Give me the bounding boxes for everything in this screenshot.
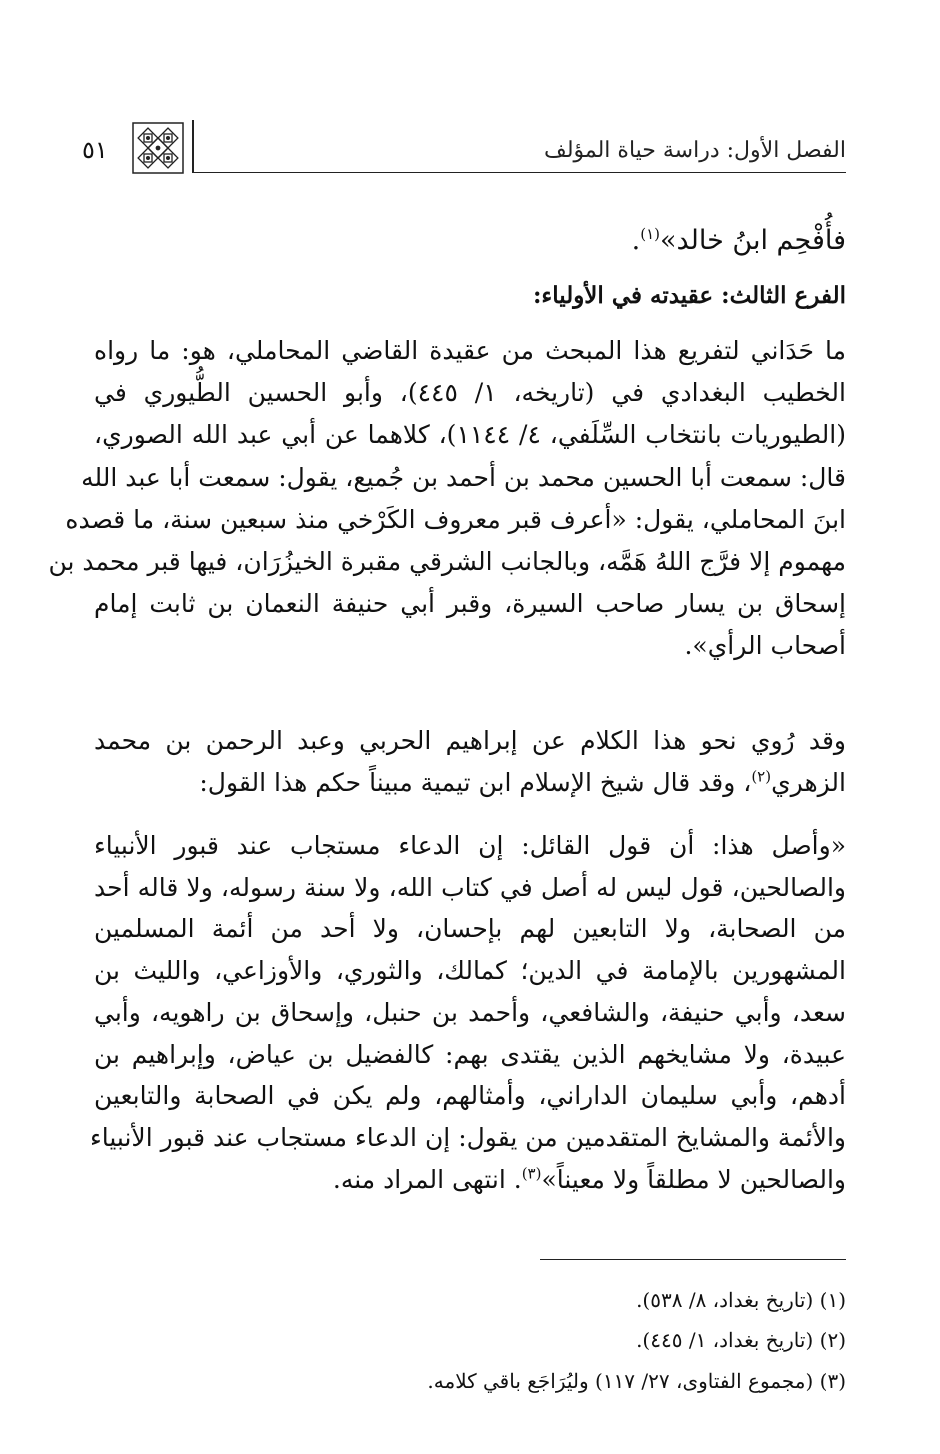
page-number: ٥١ (82, 136, 108, 164)
quote-line: سعد، وأبي حنيفة، والشافعي، وأحمد بن حنبل، وإسحاق بن راهويه، وأبي (94, 997, 846, 1027)
header-rule (192, 172, 846, 173)
quote-line: عبيدة، ولا مشايخهم الذين يقتدى بهم: كالفضيل بن عياض، وإبراهيم بن (94, 1039, 846, 1069)
para2-line: وقد رُوي نحو هذا الكلام عن إبراهيم الحربي وعبد الرحمن بن محمد (94, 726, 846, 755)
para1-line: ما حَدَاني لتفريع هذا المبحث من عقيدة القاضي المحاملي، هو: ما رواه (94, 336, 846, 365)
footnote-ref-2: (٢) (751, 767, 772, 786)
chapter-title: الفصل الأول: دراسة حياة المؤلف (544, 138, 846, 163)
closing-line-end: . (631, 225, 641, 256)
para2-line-end: ، وقد قال شيخ الإسلام ابن تيمية مبيناً حكم هذا القول: (199, 768, 752, 797)
quote-line: المشهورين بالإمامة في الدين؛ كمالك، والثوري، والأوزاعي، والليث بن (94, 956, 846, 986)
footnote-ref-1: (١) (640, 225, 660, 243)
running-header (70, 112, 846, 174)
para1-line: (الطيوريات بانتخاب السِّلَفي، ٤/ ١١٤٤)، كلاهما عن أبي عبد الله الصوري، (94, 420, 846, 450)
closing-line-text: فأُفْحِم ابنُ خالد» (659, 225, 846, 256)
quote-line: من الصحابة، ولا التابعين لهم بإحسان، ولا أحد من أئمة المسلمين (94, 914, 846, 944)
para1-line: ابنَ المحاملي، يقول: «أعرف قبر معروف الكَرْخي منذ سبعين سنة، ما قصده (65, 504, 846, 534)
para1-line: مهموم إلا فرَّج اللهُ هَمَّه، وبالجانب الشرقي مقبرة الخيزُرَان، فيها قبر محمد بن (48, 547, 846, 576)
para2-line (94, 763, 846, 803)
para1-line: الخطيب البغدادي في (تاريخه، ١/ ٤٤٥)، وأبو الحسين الطُّيوري في (94, 378, 846, 408)
para1-line: إسحاق بن يسار صاحب السيرة، وقبر أبي حنيفة النعمان بن ثابت إمام (94, 589, 846, 619)
quote-line: أدهم، وأبي سليمان الداراني، وأمثالهم، ولم يكن في الصحابة والتابعين (94, 1081, 846, 1111)
section-heading: الفرع الثالث: عقيدته في الأولياء: (532, 282, 846, 309)
para1-line: قال: سمعت أبا الحسين محمد بن أحمد بن جُميع، يقول: سمعت أبا عبد الله (81, 462, 846, 492)
footnote-3: (٣) (مجموع الفتاوى، ٢٧/ ١١٧) وليُرَاجَع باقي كلامه. (427, 1369, 846, 1393)
quote-line-text: والأئمة والمشايخ المتقدمين من يقول: إن الدعاء مستجاب عند قبور الأنبياء (90, 1122, 846, 1152)
footnote-1: (١) (تاريخ بغداد، ٨/ ٥٣٨). (636, 1288, 846, 1312)
footnote-ref-3: (٣) (521, 1164, 542, 1183)
quote-last-line (94, 1160, 846, 1200)
header-divider (192, 120, 194, 172)
quote-line: «وأصل هذا: أن قول القائل: إن الدعاء مستجاب عند قبور الأنبياء (94, 831, 846, 860)
footnote-rule (540, 1259, 846, 1260)
geometric-star-ornament-icon (132, 122, 184, 174)
closing-line (94, 221, 846, 261)
quote-last-end: . انتهى المراد منه. (332, 1164, 522, 1194)
quote-line (90, 1118, 846, 1158)
quote-line: والصالحين، قول ليس له أصل في كتاب الله، ولا سنة رسوله، ولا قاله أحد (94, 872, 846, 902)
quote-last-start: والصالحين لا مطلقاً ولا معيناً» (541, 1164, 846, 1194)
para1-line: أصحاب الرأي». (684, 631, 846, 661)
para2-line-start: الزهري (771, 768, 846, 797)
footnote-2: (٢) (تاريخ بغداد، ١/ ٤٤٥). (636, 1328, 846, 1352)
